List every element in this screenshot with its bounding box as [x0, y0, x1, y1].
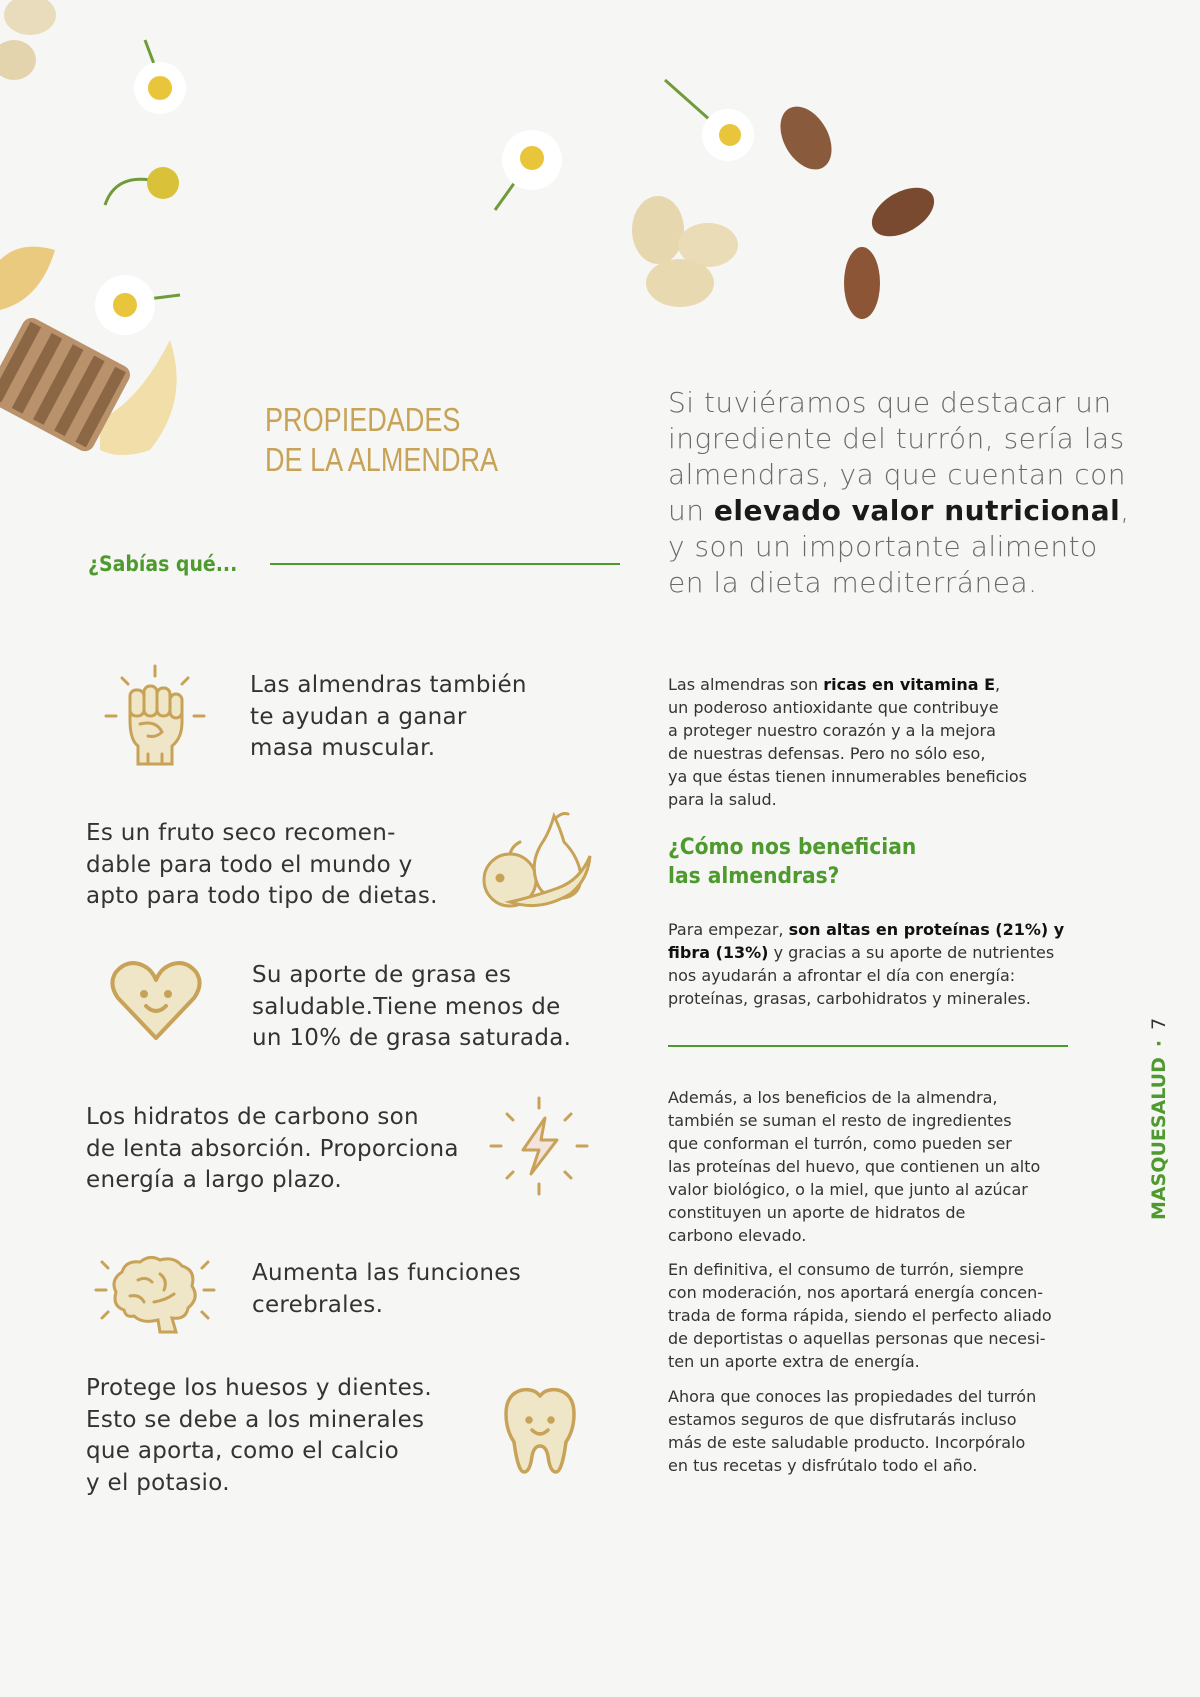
benefits-heading: ¿Cómo nos benefician las almendras?: [668, 835, 917, 889]
fruits-icon: [480, 808, 600, 918]
brand-name: MASQUESALUD: [1148, 1057, 1170, 1220]
side-separator: ·: [1148, 1039, 1170, 1048]
intro-paragraph: Si tuviéramos que destacar un ingrediente del turrón, sería las almendras, ya que cuentan con un elevado valor nutricional, y son un importante alimento en la dieta mediterránea.: [668, 386, 1130, 599]
side-label: [1148, 1005, 1178, 1220]
intro-highlight: elevado valor nutricional: [713, 494, 1121, 527]
lightning-icon: [487, 1094, 591, 1198]
closing-paragraph: Ahora que conoces las propiedades del turrón estamos seguros de que disfrutarás incluso más de este saludable producto. Incorpóralo en tus recetas y disfrútalo todo el año.: [668, 1387, 1037, 1475]
fact-2-text: Es un fruto seco recomen- dable para todo el mundo y apto para todo tipo de dietas.: [86, 820, 438, 909]
column-divider: [668, 1045, 1068, 1047]
conclusion-paragraph: En definitiva, el consumo de turrón, siempre con moderación, nos aportará energía concen- trada de forma rápida, siendo el perfecto aliado de deportistas o aquellas personas que necesi- ten un aporte extra de energía.: [668, 1260, 1052, 1371]
fact-4-text: Los hidratos de carbono son de lenta absorción. Proporciona energía a largo plazo.: [86, 1104, 459, 1193]
fact-3-text: Su aporte de grasa es saludable.Tiene menos de un 10% de grasa saturada.: [252, 962, 572, 1051]
sabias-divider: [270, 563, 620, 565]
fact-1-text: Las almendras también te ayudan a ganar masa muscular.: [250, 672, 527, 761]
title-line-1: PROPIEDADES: [265, 401, 461, 438]
raised-fist-icon: [100, 660, 210, 770]
tooth-icon: [502, 1386, 578, 1476]
page-number: 7: [1148, 1017, 1170, 1030]
page-title: [265, 400, 498, 480]
title-line-2: DE LA ALMENDRA: [265, 441, 499, 478]
heart-icon: [108, 958, 204, 1044]
fact-6-text: Protege los huesos y dientes. Esto se debe a los minerales que aporta, como el calcio y el potasio.: [86, 1375, 432, 1496]
sabias-label: ¿Sabías qué...: [88, 552, 238, 576]
fact-5-text: Aumenta las funciones cerebrales.: [252, 1260, 522, 1318]
brain-icon: [94, 1250, 216, 1340]
ingredients-paragraph: Además, a los beneficios de la almendra, también se suman el resto de ingredientes que conforman el turrón, como pueden ser las proteínas del huevo, que contienen un alto valor biológico, o la miel, que junto al azúcar constituyen un aporte de hidratos de carbono elevado.: [668, 1088, 1041, 1245]
protein-paragraph: Para empezar, son altas en proteínas (21%) y fibra (13%) y gracias a su aporte de nutrientes nos ayudarán a afrontar el día con energía: proteínas, grasas, carbohidratos y minerales.: [668, 920, 1065, 1008]
vitamin-paragraph: Las almendras son ricas en vitamina E, un poderoso antioxidante que contribuye a proteger nuestro corazón y a la mejora de nuestras defensas. Pero no sólo eso, ya que éstas tienen innumerables beneficios para la salud.: [668, 675, 1028, 809]
